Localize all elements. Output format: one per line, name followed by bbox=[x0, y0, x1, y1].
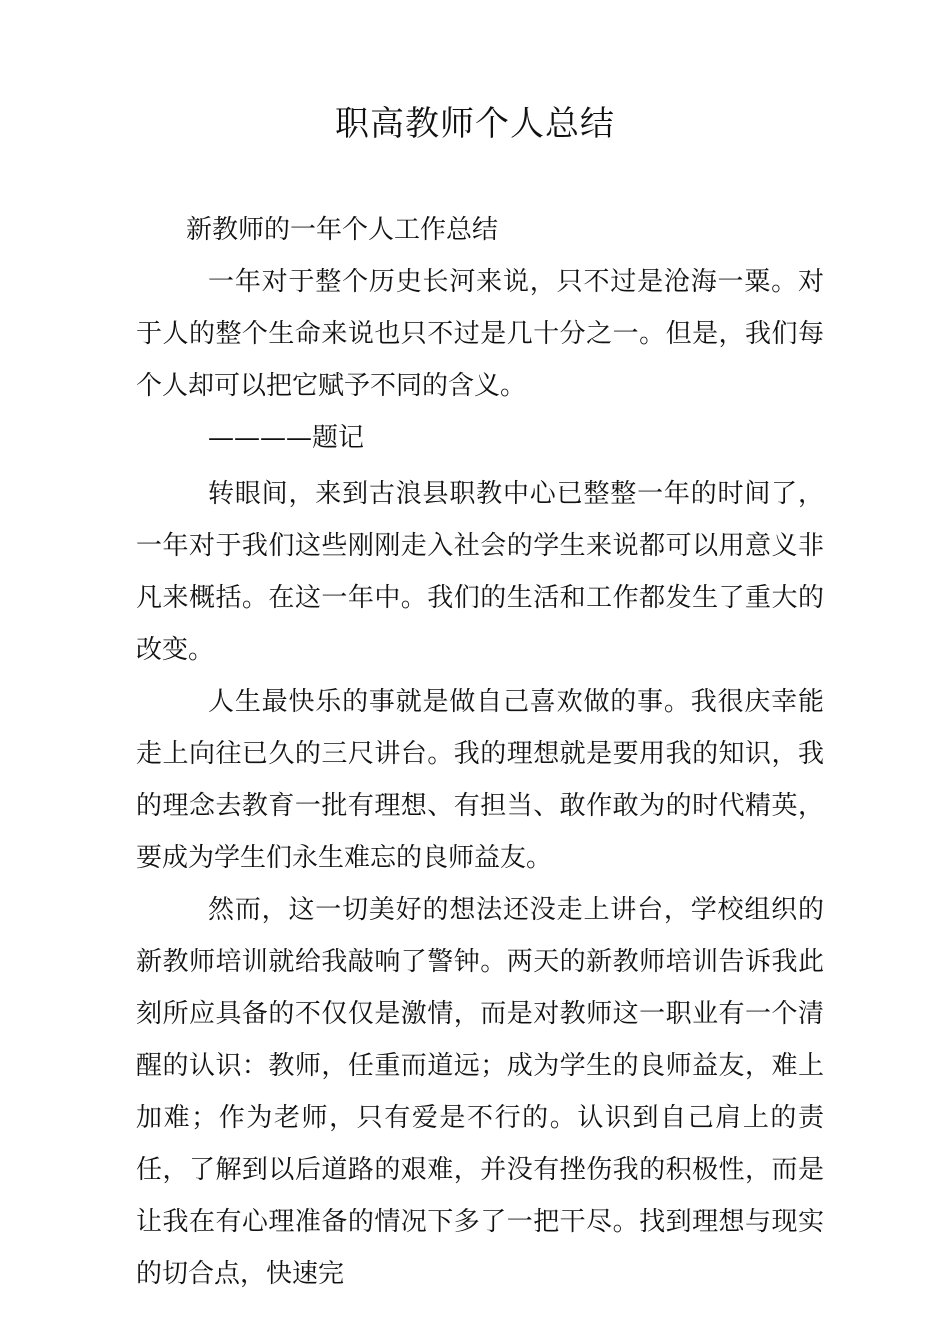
document-title: 职高教师个人总结 bbox=[335, 104, 615, 144]
paragraph: 转眼间，来到古浪县职教中心已整整一年的时间了，一年对于我们这些刚刚走入社会的学生来说都可以用意义非凡来概括。在这一年中。我们的生活和工作都发生了重大的改变。 bbox=[136, 479, 824, 665]
paragraph-epigraph: 一年对于整个历史长河来说，只不过是沧海一粟。对于人的整个生命来说也只不过是几十分之一。但是，我们每个人却可以把它赋予不同的含义。 bbox=[136, 267, 824, 401]
document-subtitle: 新教师的一年个人工作总结 bbox=[186, 215, 499, 245]
paragraph: 人生最快乐的事就是做自己喜欢做的事。我很庆幸能走上向往已久的三尺讲台。我的理想就是要用我的知识，我的理念去教育一批有理想、有担当、敢作敢为的时代精英，要成为学生们永生难忘的良师益友。 bbox=[136, 687, 824, 873]
document-body bbox=[136, 204, 824, 1300]
paragraph: 然而，这一切美好的想法还没走上讲台，学校组织的新教师培训就给我敲响了警钟。两天的新教师培训告诉我此刻所应具备的不仅仅是激情，而是对教师这一职业有一个清醒的认识：教师，任重而道远；成为学生的良师益友，难上加难；作为老师，只有爱是不行的。认识到自己肩上的责任，了解到以后道路的艰难，并没有挫伤我的积极性，而是让我在有心理准备的情况下多了一把干尽。找到理想与现实的切合点，快速完 bbox=[136, 895, 824, 1289]
epigraph-attribution: ————题记 bbox=[208, 423, 365, 453]
